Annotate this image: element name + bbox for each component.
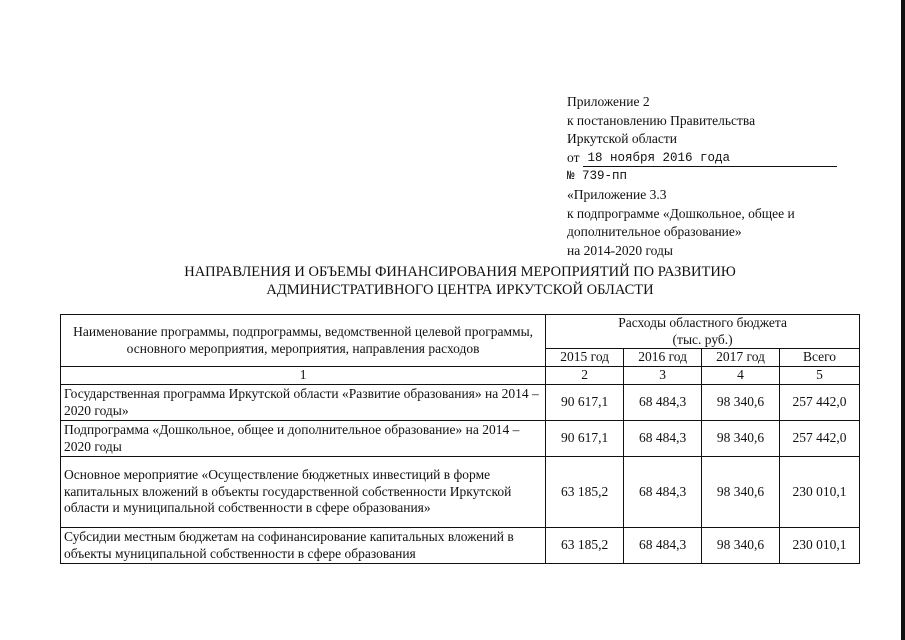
- attachment-line: дополнительное образование»: [567, 224, 742, 240]
- row-value-2015: 63 185,2: [546, 457, 624, 528]
- table-row: [61, 385, 860, 421]
- row-value-total: 257 442,0: [780, 385, 860, 421]
- attachment-date-line: [567, 149, 837, 168]
- row-value-2015: 90 617,1: [546, 385, 624, 421]
- table-row: [61, 528, 860, 564]
- attachment-number: № 739-пп: [567, 169, 628, 184]
- column-number: 4: [702, 367, 780, 385]
- table-row: [61, 457, 860, 528]
- row-value-2017: 98 340,6: [702, 421, 780, 457]
- document-title: [150, 263, 770, 299]
- date-value: 18 ноября 2016 года: [583, 151, 837, 167]
- financing-table: [60, 314, 860, 564]
- column-number: 3: [624, 367, 702, 385]
- row-value-2016: 68 484,3: [624, 421, 702, 457]
- row-value-2015: 63 185,2: [546, 528, 624, 564]
- row-value-total: 230 010,1: [780, 457, 860, 528]
- total-header: Всего: [780, 349, 860, 367]
- row-value-2017: 98 340,6: [702, 528, 780, 564]
- year-header: 2017 год: [702, 349, 780, 367]
- row-value-2016: 68 484,3: [624, 385, 702, 421]
- row-name: Подпрограмма «Дошкольное, общее и дополнительное образование» на 2014 – 2020 годы: [61, 421, 546, 457]
- name-column-header: Наименование программы, подпрограммы, ведомственной целевой программы, основного мероприятия, мероприятия, направления расходов: [61, 315, 546, 367]
- title-line: АДМИНИСТРАТИВНОГО ЦЕНТРА ИРКУТСКОЙ ОБЛАСТИ: [266, 282, 654, 298]
- year-header: 2016 год: [624, 349, 702, 367]
- year-header: 2015 год: [546, 349, 624, 367]
- page-edge-border: [901, 0, 905, 640]
- column-number: 5: [780, 367, 860, 385]
- row-name: Субсидии местным бюджетам на софинансирование капитальных вложений в объекты муниципальной собственности в сфере образования: [61, 528, 546, 564]
- attachment-line: на 2014-2020 годы: [567, 242, 673, 258]
- title-line: НАПРАВЛЕНИЯ И ОБЪЕМЫ ФИНАНСИРОВАНИЯ МЕРОПРИЯТИЙ ПО РАЗВИТИЮ: [184, 264, 736, 280]
- attachment-line: к постановлению Правительства: [567, 112, 756, 128]
- budget-header: [546, 315, 860, 349]
- row-name: Государственная программа Иркутской области «Развитие образования» на 2014 – 2020 годы»: [61, 385, 546, 421]
- column-number: 2: [546, 367, 624, 385]
- date-prefix: от: [567, 149, 580, 165]
- row-value-2015: 90 617,1: [546, 421, 624, 457]
- attachment-line: «Приложение 3.3: [567, 186, 667, 202]
- attachment-line: к подпрограмме «Дошкольное, общее и: [567, 205, 795, 221]
- row-value-total: 230 010,1: [780, 528, 860, 564]
- attachment-line: Приложение 2: [567, 94, 650, 109]
- attachment-line: Иркутской области: [567, 131, 678, 147]
- row-value-2016: 68 484,3: [624, 457, 702, 528]
- table-row: [61, 421, 860, 457]
- row-value-2017: 98 340,6: [702, 385, 780, 421]
- column-number: 1: [61, 367, 546, 385]
- budget-header-unit: (тыс. руб.): [672, 331, 733, 347]
- row-name: Основное мероприятие «Осуществление бюджетных инвестиций в форме капитальных вложений в объекты государственной собственности Иркутской области и муниципальной собственности в сфере образования»: [61, 457, 546, 528]
- budget-header-line: Расходы областного бюджета: [618, 315, 787, 330]
- attachment-block: [567, 93, 837, 260]
- row-value-2016: 68 484,3: [624, 528, 702, 564]
- row-value-total: 257 442,0: [780, 421, 860, 457]
- row-value-2017: 98 340,6: [702, 457, 780, 528]
